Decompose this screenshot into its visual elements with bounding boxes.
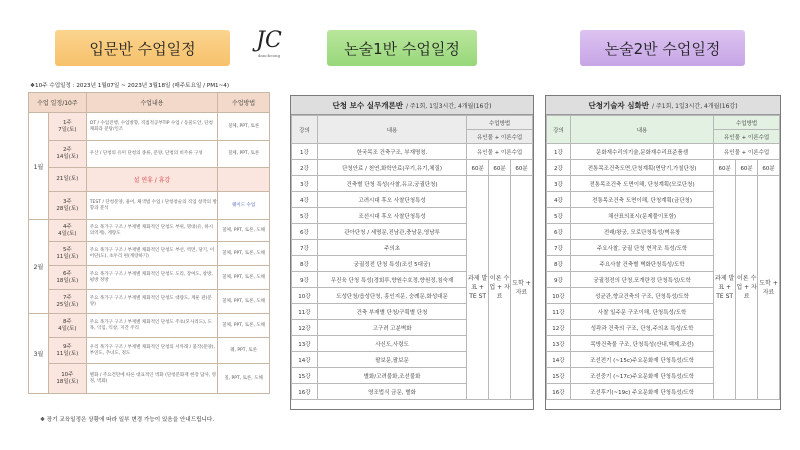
- lecture-content: 관아단청 / 세명문,진남관,충남문,영남루: [317, 224, 466, 240]
- lecture-number: 5강: [547, 208, 571, 224]
- method-note: 유인물 + 이론수업: [714, 144, 780, 160]
- nonsul2-table: [546, 115, 780, 400]
- table-row: [29, 266, 270, 290]
- week-cell: [48, 220, 86, 242]
- lecture-content: 단청안료 / 천연,화학안료(무기,유기,체질): [317, 160, 466, 176]
- method-cell: 칠체, PPT, 토론, 도해: [218, 220, 270, 242]
- lecture-number: 1강: [292, 144, 318, 160]
- lecture-content: 사찰 일주문 구조이해, 단청특성/도학: [570, 304, 713, 320]
- table-row: [547, 144, 780, 160]
- week-cell: [48, 290, 86, 314]
- lecture-content: 조선시대 후오 사찰단청특성: [317, 208, 466, 224]
- week-cell: [48, 168, 86, 192]
- duration-cell: 60분: [714, 160, 736, 176]
- week-date: 4일(토): [58, 230, 77, 237]
- week-date: 18일(토): [56, 277, 79, 284]
- logo-subtext: dancheong: [257, 53, 281, 58]
- method-note: 유인물 + 이론수업: [467, 144, 533, 160]
- method-cell: 퀘, PPT, 토론: [218, 338, 270, 364]
- lecture-content: 전통목조건축 도면이해, 단청계획(모로단청): [570, 176, 713, 192]
- lecture-content: 주요사찰, 궁궐 단청 현작조 특성/도학: [570, 240, 713, 256]
- subheader-material: 유인물 + 이론수업: [714, 130, 780, 144]
- method-cell: 칠체, PPT, 토론: [218, 141, 270, 168]
- method-cell: 칠체, PPT, 토론, 도해: [218, 314, 270, 338]
- schedule-note: ❖10주 수업일정 : 2023년 1월07일 ~ 2023년 3월18일 (매주토요일 / PM1~4): [30, 83, 230, 89]
- table-row-holiday: [29, 168, 270, 192]
- table-row: [292, 160, 533, 176]
- table-row: [29, 192, 270, 220]
- nonsul1-table-title: [291, 96, 533, 115]
- week-cell: [48, 266, 86, 290]
- nonsul1-class-title: 논술1반 수업일정: [344, 39, 460, 58]
- lecture-content: 영조법식 금문, 별화: [317, 384, 466, 400]
- month-label: 3월: [29, 314, 49, 394]
- header-content: 수업내용: [86, 93, 217, 113]
- duration-cell: 60분: [736, 160, 758, 176]
- lecture-number: 4강: [292, 192, 318, 208]
- duration-cell: 60분: [467, 160, 489, 176]
- method-cell: 칠, PPT, 토론, 도해: [218, 364, 270, 394]
- lecture-number: 13강: [292, 336, 318, 352]
- header-lecture: 강의: [547, 116, 571, 144]
- week-cell: [48, 364, 86, 394]
- content-cell: 주요 목가구 구조 / 부재별 채화적인 단청도 부선, 벽면, 당기, 이어단(도), 초두리 편(계량하기): [86, 242, 217, 266]
- method-cell: 칠체, PPT, 토론, 도해: [218, 266, 270, 290]
- table-row: [29, 242, 270, 266]
- duration-cell: 60분: [758, 160, 780, 176]
- table-row: [29, 141, 270, 168]
- content-cell: 주요 목가구 구조 / 부재별 채화적인 단청도 주초(모사리도), 도목, 익임, 익창, 지간 주리: [86, 314, 217, 338]
- lecture-content: 팔보문,팔보문: [317, 352, 466, 368]
- table-header-row: [547, 116, 780, 130]
- lecture-number: 7강: [547, 240, 571, 256]
- subheader-material: 유인물 + 이론수업: [467, 130, 533, 144]
- week-date: 25일(토): [56, 301, 79, 308]
- week-cell: [48, 338, 86, 364]
- week-number: 7주: [62, 294, 72, 301]
- table-row: [29, 338, 270, 364]
- lecture-content: 한국목조 건축구조, 부재명칭.: [317, 144, 466, 160]
- method-cell: [218, 168, 270, 192]
- lecture-number: 3강: [547, 176, 571, 192]
- content-cell: 주요 목가구 구조 / 부재별 채화적인 단청도 대량도, 계둔 관(문양): [86, 290, 217, 314]
- week-date: 14일(토): [56, 154, 79, 160]
- table-header-row: [29, 93, 270, 113]
- lecture-number: 8강: [292, 256, 318, 272]
- nonsul2-title-text: 단청기술자 심화반: [588, 100, 650, 110]
- lecture-content: 고구려 고분벽화: [317, 320, 466, 336]
- lecture-content: 성균관,향교건축의 구조, 단청특성/도학: [570, 288, 713, 304]
- method-column-drawing: 도학 + 자료: [511, 176, 533, 400]
- week-date: 4일(토): [58, 325, 77, 332]
- week-date: 21일(토): [56, 176, 79, 182]
- lecture-number: 11강: [292, 304, 318, 320]
- lecture-content: 조선후기(~19c) 주요문화재 단청특성/도학: [570, 384, 713, 400]
- nonsul2-schedule-panel: [545, 95, 781, 410]
- lecture-content: 궁궐정전의 단청,포개란정 단청특성/도학: [570, 272, 713, 288]
- method-column-assignment: 과제 발표 + TE ST: [714, 176, 736, 400]
- header-lecture: 강의: [292, 116, 318, 144]
- lecture-number: 6강: [547, 224, 571, 240]
- nonsul1-subtitle: / 주1회, 1일3시간, 4개월(16강): [405, 102, 492, 110]
- content-cell: 별화 / 주요건탄에 따른 대표적인 벽화 (단청문화재 현장 답사, 영정, 벽화): [86, 364, 217, 394]
- week-number: 5주: [62, 246, 72, 253]
- method-cell: 칠체, PPT, 토론, 도해: [218, 290, 270, 314]
- month-label: 1월: [29, 113, 49, 220]
- lecture-content: 주요사찰 건축별 벽화단청특성/도학: [570, 256, 713, 272]
- lecture-number: 16강: [292, 384, 318, 400]
- nonsul1-title-text: 단청 보수 실무개론반: [332, 100, 403, 110]
- week-cell: [48, 113, 86, 141]
- lecture-content: 건축 부재별 단청/구획별 단청: [317, 304, 466, 320]
- week-number: 2주: [62, 147, 72, 153]
- nonsul2-table-title: [546, 96, 780, 115]
- header-content: 내용: [317, 116, 466, 144]
- week-number: 4주: [62, 223, 72, 230]
- week-date: 18일(토): [56, 378, 79, 385]
- lecture-content: 조선전기 (~15c)주요문화재 단청특성/도학: [570, 352, 713, 368]
- lecture-number: 11강: [547, 304, 571, 320]
- lecture-content: 전통목조건축 도면이해, 단청계획(금단청): [570, 192, 713, 208]
- lecture-content: 별화/고려불화,조선불화: [317, 368, 466, 384]
- lecture-content: 전통목조건축도면,단청계획(면당기,가칠단청): [570, 160, 713, 176]
- nonsul1-class-banner: [327, 30, 477, 66]
- lecture-content: 전래/왕궁, 모로단청특성/벽유창: [570, 224, 713, 240]
- week-cell: [48, 242, 86, 266]
- week-number: 8주: [62, 318, 72, 325]
- header-schedule: 수업 일정/10주: [29, 93, 87, 113]
- lecture-number: 6강: [292, 224, 318, 240]
- jc-logo: [253, 29, 285, 58]
- week-number: 3주: [62, 198, 72, 205]
- week-date: 11일(토): [56, 350, 79, 357]
- logo-mark: JC: [256, 28, 282, 53]
- week-number: 9주: [62, 343, 72, 350]
- lecture-content: 건축별 단청 특성(사찰,유교,궁궐단청): [317, 176, 466, 192]
- lecture-number: 8강: [547, 256, 571, 272]
- duration-cell: 60분: [511, 160, 533, 176]
- table-header-row: [292, 116, 533, 130]
- lecture-number: 1강: [547, 144, 571, 160]
- method-column-assignment: 과제 발표 + TE ST: [467, 176, 489, 400]
- header-content: 내용: [570, 116, 713, 144]
- header-method: 수업방법: [218, 93, 270, 113]
- table-row: [292, 144, 533, 160]
- content-cell: 우리 목가구 구조 / 부재별 채화적인 단청의 서까래 / 불작(문양), 부연도, 추녀도, 정도: [86, 338, 217, 364]
- table-row: [29, 364, 270, 394]
- intro-class-title: 입문반 수업일정: [89, 39, 196, 58]
- nonsul1-schedule-panel: [290, 95, 534, 410]
- lecture-number: 4강: [547, 192, 571, 208]
- week-number: 6주: [62, 270, 72, 277]
- method-column-drawing: 도학 + 자료: [758, 176, 780, 400]
- header-method: 수업방법: [714, 116, 780, 130]
- lecture-number: 5강: [292, 208, 318, 224]
- method-cell: 칠체, PPT, 토론, 도해: [218, 242, 270, 266]
- method-column-theory: 이론 수업 + 자료: [489, 176, 511, 400]
- table-row: [29, 290, 270, 314]
- duration-cell: 60분: [489, 160, 511, 176]
- week-date: 28일(토): [56, 205, 79, 212]
- lecture-content: 성곽과 건축의 구조, 단청,주의초 특성/도학: [570, 320, 713, 336]
- lecture-content: 주의초: [317, 240, 466, 256]
- lecture-number: 16강: [547, 384, 571, 400]
- lecture-content: 사신도,사령도: [317, 336, 466, 352]
- lecture-number: 14강: [292, 352, 318, 368]
- schedule-footnote: ❖ 장기 교육일정은 상황에 따라 일부 변경 가능이 있음을 안내드립니다.: [40, 417, 215, 423]
- week-number: 10주: [61, 371, 74, 378]
- header-method: 수업방법: [467, 116, 533, 130]
- table-row: [29, 314, 270, 338]
- week-date: 11일(토): [56, 253, 79, 260]
- lecture-number: 9강: [547, 272, 571, 288]
- week-number: 1주: [62, 119, 72, 126]
- lecture-number: 10강: [292, 288, 318, 304]
- month-label: 2월: [29, 220, 49, 314]
- content-cell: 우산 / 단청의 유미 단청의 종류, 문양, 단청의 비주류 구성: [86, 141, 217, 168]
- lecture-content: 무진육 단청 특성(경회루,향원수호정,향원정,침숙재: [317, 272, 466, 288]
- nonsul2-subtitle: / 주1회, 1일3시간, 4개월(16강): [652, 102, 738, 110]
- table-row: [29, 220, 270, 242]
- content-cell: 주요 목가구 구조 / 부재별 채화적인 단청도 도리, 장여도, 창방, 평방 정방: [86, 266, 217, 290]
- method-cell: 칠체, PPT, 토론: [218, 113, 270, 141]
- week-date: 7일(토): [58, 126, 77, 133]
- content-cell: 주요 목가구 구조 / 부재별 채화적인 단청도 부위, 명대(유, 하시의역계), 계량도: [86, 220, 217, 242]
- nonsul2-class-banner: [580, 30, 745, 66]
- nonsul1-table: [291, 115, 533, 400]
- lecture-content: 궁궐정전 단청 특성(조선 5대궁): [317, 256, 466, 272]
- method-cell: 퀘이드 수업: [218, 192, 270, 220]
- holiday-cell: 설 연휴 / 휴강: [86, 168, 217, 192]
- lecture-number: 14강: [547, 352, 571, 368]
- week-cell: [48, 192, 86, 220]
- lecture-number: 15강: [547, 368, 571, 384]
- week-cell: [48, 141, 86, 168]
- lecture-content: 채산표의표시(문제풀이포함): [570, 208, 713, 224]
- lecture-content: 도성단청/읍성단청, 흥인지문, 숭례문,화성대문: [317, 288, 466, 304]
- nonsul2-class-title: 논술2반 수업일정: [604, 39, 721, 58]
- week-cell: [48, 314, 86, 338]
- lecture-content: 조선중기 (~17c)주요문화재 단청특성/도학: [570, 368, 713, 384]
- intro-schedule-table: [28, 92, 270, 394]
- lecture-number: 12강: [292, 320, 318, 336]
- table-row: [292, 176, 533, 192]
- table-row: [547, 176, 780, 192]
- lecture-number: 9강: [292, 272, 318, 288]
- lecture-number: 15강: [292, 368, 318, 384]
- lecture-number: 3강: [292, 176, 318, 192]
- intro-class-banner: [55, 30, 230, 66]
- lecture-number: 2강: [547, 160, 571, 176]
- content-cell: TEST / 단청문양, 용어, 채색법 수업 / 단청창술의 직업 창작의 방향과 분석: [86, 192, 217, 220]
- method-column-theory: 이론 수업 + 자료: [736, 176, 758, 400]
- table-row: [547, 160, 780, 176]
- lecture-number: 12강: [547, 320, 571, 336]
- lecture-number: 7강: [292, 240, 318, 256]
- table-row: [29, 113, 270, 141]
- lecture-number: 2강: [292, 160, 318, 176]
- lecture-content: 고려시대 후오 사찰단청특성: [317, 192, 466, 208]
- lecture-content: 문화재수리의기술,문화재수리표준품셈: [570, 144, 713, 160]
- lecture-content: 목방건축물 구조, 단청특성(산내,백제,조선): [570, 336, 713, 352]
- lecture-number: 10강: [547, 288, 571, 304]
- content-cell: OT / 수업진행, 수업방향, 직접적공부TIP 수업 / 동물도안, 단청채화과 분탕/인조: [86, 113, 217, 141]
- lecture-number: 13강: [547, 336, 571, 352]
